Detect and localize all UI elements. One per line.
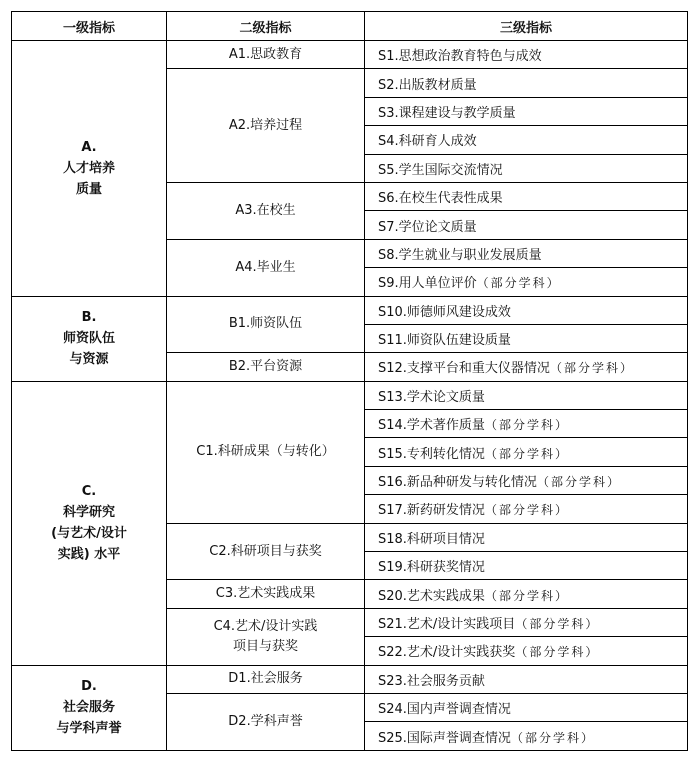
level1-name: 人才培养 (62, 160, 115, 176)
level3-cell (365, 466, 688, 494)
level2-cell: A4.毕业生 (167, 239, 365, 296)
partial-subjects-note: （部分学科） (549, 361, 634, 376)
level3-text: S16.新品种研发与转化情况 (378, 475, 537, 491)
level3-cell: S13.学术论文质量 (365, 381, 688, 409)
level3-cell (365, 637, 688, 665)
indicator-table (11, 11, 688, 751)
level2-text: C4.艺术/设计实践 (213, 618, 318, 634)
level1-cell-d (12, 665, 167, 750)
level3-cell (365, 268, 688, 296)
level2-cell: D1.社会服务 (167, 665, 365, 693)
level3-cell: S1.思想政治教育特色与成效 (365, 41, 688, 69)
partial-subjects-note: （部分学科） (484, 446, 569, 461)
level2-cell: C1.科研成果（与转化） (167, 381, 365, 523)
level3-cell: S19.科研获奖情况 (365, 552, 688, 580)
header-level1: 一级指标 (12, 12, 167, 41)
level3-cell: S2.出版教材质量 (365, 69, 688, 97)
level1-cell-c (12, 381, 167, 665)
level3-text: S17.新药研发情况 (378, 503, 485, 519)
level1-name: 师资队伍 (62, 331, 115, 347)
header-level3: 三级指标 (365, 12, 688, 41)
level3-cell: S18.科研项目情况 (365, 523, 688, 551)
level2-cell: B2.平台资源 (167, 353, 365, 381)
level3-cell (365, 353, 688, 381)
level1-code: B. (81, 310, 97, 326)
level3-cell (365, 495, 688, 523)
level2-cell: A1.思政教育 (167, 41, 365, 69)
partial-subjects-note: （部分学科） (484, 588, 569, 603)
table-row (12, 296, 688, 324)
level1-name: 与学科声誉 (56, 721, 122, 737)
partial-subjects-note: （部分学科） (476, 276, 561, 291)
level3-cell (365, 580, 688, 608)
partial-subjects-note: （部分学科） (484, 418, 569, 433)
level1-code: C. (81, 484, 97, 500)
level1-name: (与艺术/设计 (51, 526, 127, 542)
level1-code: A. (81, 139, 97, 155)
partial-subjects-note: （部分学科） (536, 475, 621, 490)
level3-text: S14.学术著作质量 (378, 418, 485, 434)
level2-cell: A2.培养过程 (167, 69, 365, 183)
table-row (12, 665, 688, 693)
level1-name: 实践) 水平 (57, 547, 121, 563)
level2-cell (167, 608, 365, 665)
partial-subjects-note: （部分学科） (515, 645, 600, 660)
level3-cell: S10.师德师风建设成效 (365, 296, 688, 324)
header-row (12, 12, 688, 41)
level3-cell: S6.在校生代表性成果 (365, 182, 688, 210)
level3-text: S15.专利转化情况 (378, 446, 485, 462)
header-level2: 二级指标 (167, 12, 365, 41)
level2-cell: D2.学科声誉 (167, 693, 365, 750)
level3-cell (365, 410, 688, 438)
level3-cell: S4.科研育人成效 (365, 126, 688, 154)
table-row (12, 41, 688, 69)
level3-text: S9.用人单位评价 (378, 276, 477, 292)
level1-cell-a (12, 41, 167, 297)
level3-cell: S11.师资队伍建设质量 (365, 324, 688, 352)
level3-cell: S5.学生国际交流情况 (365, 154, 688, 182)
level3-cell: S23.社会服务贡献 (365, 665, 688, 693)
level1-name: 与资源 (69, 352, 109, 368)
level3-cell: S7.学位论文质量 (365, 211, 688, 239)
level3-cell: S24.国内声誉调查情况 (365, 693, 688, 721)
level2-text: 项目与获奖 (232, 638, 298, 654)
table-row (12, 381, 688, 409)
level3-text: S22.艺术/设计实践获奖 (378, 645, 516, 661)
level1-name: 社会服务 (62, 700, 115, 716)
level1-name: 质量 (75, 181, 102, 197)
level3-cell (365, 438, 688, 466)
level1-name: 科学研究 (62, 505, 115, 521)
level3-text: S12.支撑平台和重大仪器情况 (378, 361, 550, 377)
level3-text: S25.国际声誉调查情况 (378, 730, 511, 746)
level3-cell (365, 722, 688, 751)
partial-subjects-note: （部分学科） (515, 617, 600, 631)
level2-cell: C3.艺术实践成果 (167, 580, 365, 608)
level2-cell: C2.科研项目与获奖 (167, 523, 365, 580)
level2-cell: A3.在校生 (167, 182, 365, 239)
level1-code: D. (81, 679, 97, 695)
level3-cell (365, 608, 688, 636)
level3-text: S20.艺术实践成果 (378, 588, 485, 604)
partial-subjects-note: （部分学科） (510, 730, 595, 745)
level3-text: S21.艺术/设计实践项目 (378, 617, 516, 632)
level1-cell-b (12, 296, 167, 381)
partial-subjects-note: （部分学科） (484, 503, 569, 518)
level3-cell: S3.课程建设与教学质量 (365, 97, 688, 125)
level2-cell: B1.师资队伍 (167, 296, 365, 353)
level3-cell: S8.学生就业与职业发展质量 (365, 239, 688, 267)
